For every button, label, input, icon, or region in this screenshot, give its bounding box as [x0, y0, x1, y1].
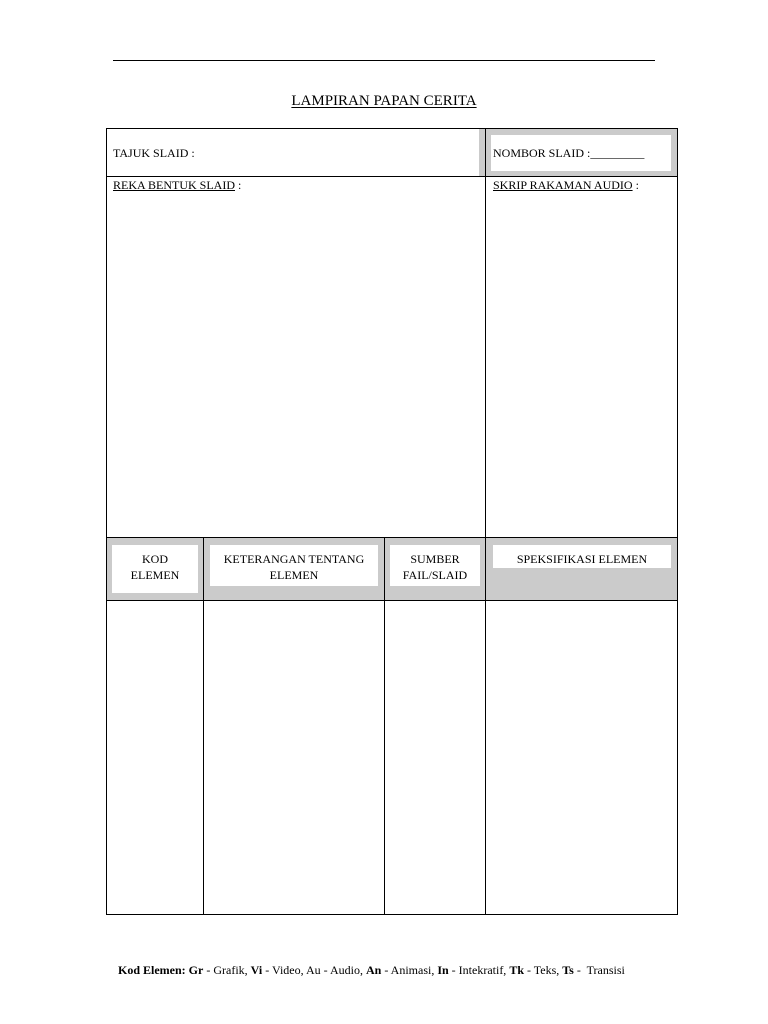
element-description-column: [203, 600, 385, 915]
element-code-header-line2: ELEMEN: [130, 568, 180, 582]
slide-design-heading: [113, 178, 241, 192]
slide-number-box: [491, 135, 671, 171]
legend-desc: - Grafik,: [206, 963, 248, 977]
legend-desc: - Intekratif,: [451, 963, 507, 977]
element-specification-header: [485, 537, 678, 601]
slide-title-cell: [106, 128, 486, 177]
audio-script-suffix: :: [635, 178, 639, 192]
legend-code: An: [365, 963, 382, 977]
slide-design-suffix: :: [238, 178, 242, 192]
legend-code: In: [437, 963, 449, 977]
audio-script-heading: [493, 178, 639, 192]
file-source-header-line1: SUMBER: [410, 552, 460, 566]
page-title-text: LAMPIRAN PAPAN CERITA: [291, 93, 477, 109]
slide-number-label: NOMBOR SLAID :_________: [493, 146, 645, 160]
element-code-header-box: [112, 545, 198, 593]
file-source-header-line2: FAIL/SLAID: [402, 568, 468, 582]
file-source-header: [384, 537, 486, 601]
element-specification-header-box: [493, 545, 671, 568]
slide-title-label: TAJUK SLAID :: [113, 145, 195, 160]
file-source-column: [384, 600, 486, 915]
element-code-header: [106, 537, 204, 601]
legend-code: Au: [305, 963, 321, 977]
storyboard-table: [106, 128, 678, 915]
top-rule: [113, 60, 655, 61]
legend-code: Tk: [509, 963, 524, 977]
legend-code: Ts: [562, 963, 574, 977]
element-code-legend: [118, 962, 678, 978]
element-description-header-line2: ELEMEN: [269, 568, 319, 582]
element-description-header-box: [210, 545, 378, 586]
audio-script-label: SKRIP RAKAMAN AUDIO: [493, 178, 633, 192]
element-code-column: [106, 600, 204, 915]
legend-label: Kod Elemen:: [118, 963, 186, 977]
legend-desc: - Audio,: [323, 963, 363, 977]
page-title: [0, 91, 768, 111]
legend-desc: - Animasi,: [384, 963, 435, 977]
legend-desc: - Teks,: [527, 963, 560, 977]
legend-desc: - Video,: [265, 963, 304, 977]
legend-desc: - Transisi: [576, 963, 625, 977]
audio-script-cell: [485, 176, 678, 538]
slide-design-cell: [106, 176, 486, 538]
element-description-header-line1: KETERANGAN TENTANG: [223, 552, 365, 566]
slide-number-cell: [485, 128, 678, 177]
element-description-header: [203, 537, 385, 601]
element-specification-header-line1: SPEKSIFIKASI ELEMEN: [516, 552, 648, 566]
slide-design-label: REKA BENTUK SLAID: [113, 178, 235, 192]
element-code-header-line1: KOD: [142, 552, 168, 566]
file-source-header-box: [390, 545, 480, 586]
legend-code: Gr: [188, 963, 204, 977]
legend-code: Vi: [250, 963, 263, 977]
element-specification-column: [485, 600, 678, 915]
